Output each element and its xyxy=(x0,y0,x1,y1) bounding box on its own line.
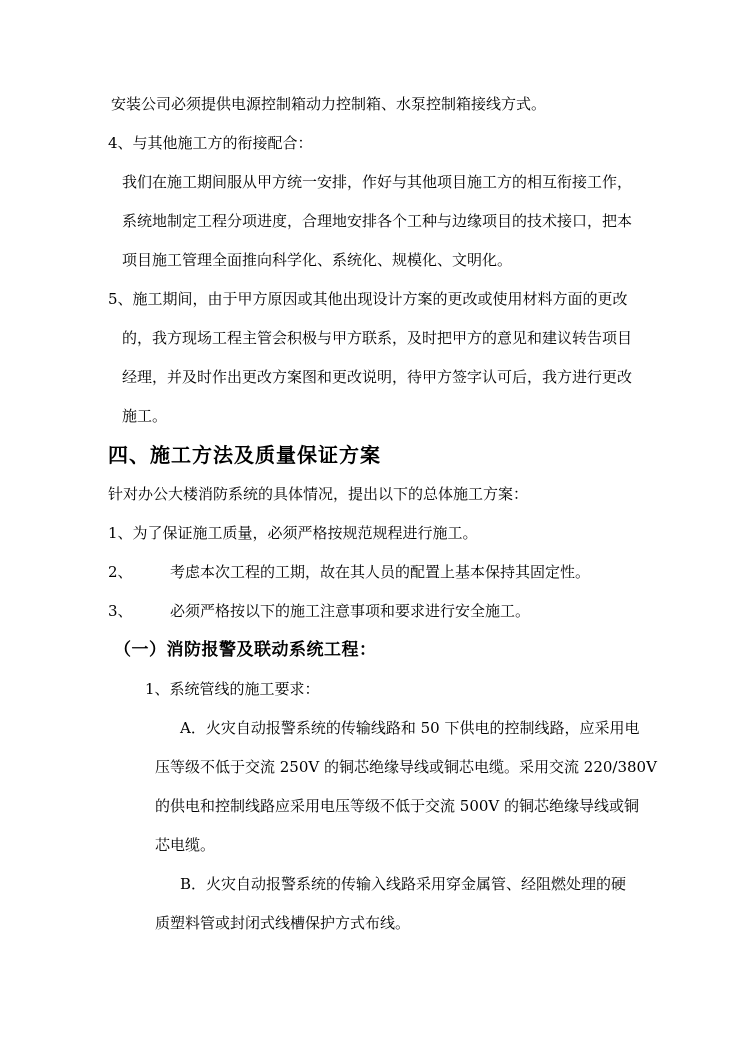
paragraph-line: 施工。 xyxy=(122,407,168,425)
document-content xyxy=(108,85,668,943)
subsection-heading: （一）消防报警及联动系统工程： xyxy=(114,640,377,660)
list-item-3: 3、 必须严格按以下的施工注意事项和要求进行安全施工。 xyxy=(108,602,531,620)
paragraph-line: 压等级不低于交流 250V 的铜芯绝缘导线或铜芯电缆。采用交流 220/380V xyxy=(155,758,657,776)
list-item-1: 1、为了保证施工质量，必须严格按规范规程进行施工。 xyxy=(108,524,478,542)
paragraph-line: 经理，并及时作出更改方案图和更改说明，待甲方签字认可后，我方进行更改 xyxy=(122,368,633,386)
paragraph-line: 质塑料管或封闭式线槽保护方式布线。 xyxy=(155,914,411,932)
sublist-item-B: B．火灾自动报警系统的传输入线路采用穿金属管、经阻燃处理的硬 xyxy=(180,875,627,893)
paragraph-line: 芯电缆。 xyxy=(155,836,216,854)
paragraph-line: 我们在施工期间服从甲方统一安排，作好与其他项目施工方的相互衔接工作， xyxy=(122,173,633,191)
paragraph-line: 系统地制定工程分项进度，合理地安排各个工种与边缘项目的技术接口，把本 xyxy=(122,212,633,230)
paragraph-line: 安装公司必须提供电源控制箱动力控制箱、水泵控制箱接线方式。 xyxy=(111,95,547,113)
list-item-5: 5、施工期间，由于甲方原因或其他出现设计方案的更改或使用材料方面的更改 xyxy=(108,290,628,308)
sublist-item-A: A．火灾自动报警系统的传输线路和 50 下供电的控制线路，应采用电 xyxy=(180,719,640,737)
paragraph-line: 针对办公大楼消防系统的具体情况，提出以下的总体施工方案： xyxy=(108,485,529,503)
paragraph-line: 的，我方现场工程主管会积极与甲方联系，及时把甲方的意见和建议转告项目 xyxy=(122,329,633,347)
sublist-item-1: 1、系统管线的施工要求： xyxy=(145,680,320,698)
section-heading: 四、施工方法及质量保证方案 xyxy=(108,443,381,467)
paragraph-line: 的供电和控制线路应采用电压等级不低于交流 500V 的铜芯绝缘导线或铜 xyxy=(155,797,640,815)
list-item-4: 4、与其他施工方的衔接配合： xyxy=(108,134,313,152)
paragraph-line: 项目施工管理全面推向科学化、系统化、规模化、文明化。 xyxy=(122,251,513,269)
list-item-2: 2、 考虑本次工程的工期，故在其人员的配置上基本保持其固定性。 xyxy=(108,563,591,581)
